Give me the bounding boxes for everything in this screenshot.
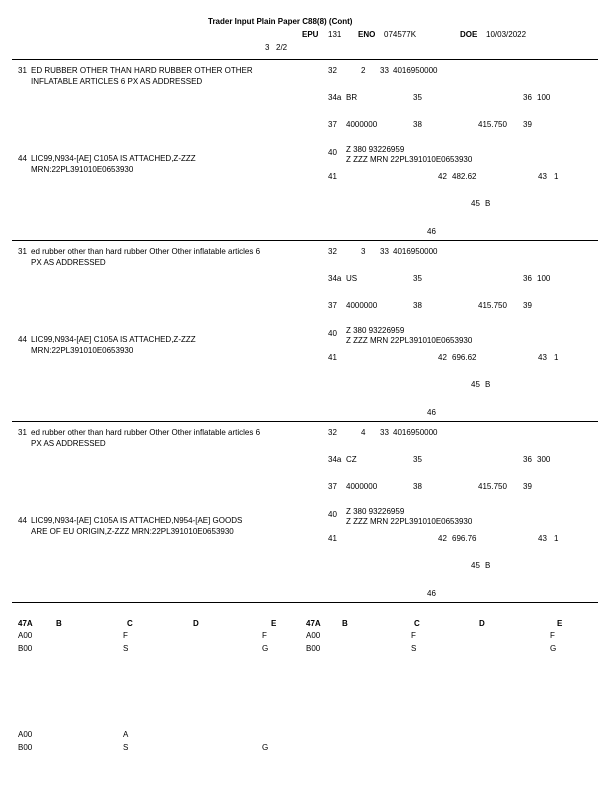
additional-info-line-2: ARE OF EU ORIGIN,Z-ZZZ MRN:22PL391010E0653930 [31, 527, 234, 536]
divider [12, 602, 598, 603]
box-47a-label: 47A [18, 619, 33, 628]
box-35-label: 35 [413, 93, 422, 102]
item-price: 696.76 [452, 534, 477, 543]
item-price: 482.62 [452, 172, 477, 181]
box-45-value: B [485, 199, 491, 208]
commodity-code: 4016950000 [393, 247, 438, 256]
box-37-label: 37 [328, 301, 337, 310]
box-40-label: 40 [328, 148, 337, 157]
procedure-code: 4000000 [346, 482, 378, 491]
doe-value: 10/03/2022 [486, 30, 527, 39]
box-37-label: 37 [328, 120, 337, 129]
box-38-label: 38 [413, 482, 422, 491]
item-price: 696.62 [452, 353, 477, 362]
net-mass: 415.750 [478, 301, 507, 310]
box-34a-label: 34a [328, 455, 342, 464]
country-of-origin: CZ [346, 455, 357, 464]
box-46-label: 46 [427, 227, 436, 236]
tax-column-c-header: C [414, 619, 420, 628]
tax-base: F [411, 631, 416, 640]
box-31-label: 31 [18, 428, 27, 437]
tax-mop: F [550, 631, 555, 640]
previous-document-line-2: Z ZZZ MRN 22PL391010E0653930 [346, 155, 473, 164]
box-37-label: 37 [328, 482, 337, 491]
country-of-origin: US [346, 274, 358, 283]
page-number: 3 [265, 43, 270, 52]
divider [12, 59, 598, 60]
item-number: 3 [361, 247, 366, 256]
box-39-label: 39 [523, 120, 532, 129]
box-45-value: B [485, 380, 491, 389]
box-42-label: 42 [438, 534, 447, 543]
box-43-value: 1 [554, 172, 559, 181]
box-43-label: 43 [538, 534, 547, 543]
box-41-label: 41 [328, 534, 337, 543]
box-45-label: 45 [471, 380, 480, 389]
box-43-label: 43 [538, 353, 547, 362]
procedure-code: 4000000 [346, 120, 378, 129]
tax-type: B00 [18, 743, 33, 752]
additional-info-line-1: LIC99,N934-[AE] C105A IS ATTACHED,Z-ZZZ [31, 335, 196, 344]
additional-info-line-1: LIC99,N934-[AE] C105A IS ATTACHED,N954-[AE] GOODS [31, 516, 243, 525]
country-of-origin: BR [346, 93, 358, 102]
commodity-code: 4016950000 [393, 428, 438, 437]
tax-base: S [123, 644, 129, 653]
tax-base: A [123, 730, 129, 739]
tax-type: A00 [18, 730, 33, 739]
description-line-2: PX AS ADDRESSED [31, 258, 106, 267]
page-of: 2/2 [276, 43, 288, 52]
box-36-label: 36 [523, 274, 532, 283]
box-40-label: 40 [328, 510, 337, 519]
epu-label: EPU [302, 30, 319, 39]
box-36-label: 36 [523, 455, 532, 464]
tax-column-b-header: B [56, 619, 62, 628]
box-41-label: 41 [328, 172, 337, 181]
net-mass: 415.750 [478, 482, 507, 491]
tax-column-d-header: D [479, 619, 485, 628]
procedure-code: 4000000 [346, 301, 378, 310]
previous-document-line-1: Z 380 93226959 [346, 326, 405, 335]
item-number: 4 [361, 428, 366, 437]
tax-type: B00 [18, 644, 33, 653]
tax-mop: F [262, 631, 267, 640]
additional-info-line-2: MRN:22PL391010E0653930 [31, 165, 134, 174]
tax-base: F [123, 631, 128, 640]
tax-mop: G [550, 644, 557, 653]
commodity-code: 4016950000 [393, 66, 438, 75]
box-44-label: 44 [18, 154, 27, 163]
epu-value: 131 [328, 30, 342, 39]
box-32-label: 32 [328, 66, 337, 75]
box-33-label: 33 [380, 428, 389, 437]
eno-label: ENO [358, 30, 376, 39]
box-42-label: 42 [438, 353, 447, 362]
box-31-label: 31 [18, 66, 27, 75]
net-mass: 415.750 [478, 120, 507, 129]
box-45-value: B [485, 561, 491, 570]
box-33-label: 33 [380, 66, 389, 75]
box-34a-label: 34a [328, 274, 342, 283]
box-36-value: 100 [537, 274, 551, 283]
description-line-1: ED RUBBER OTHER THAN HARD RUBBER OTHER OTHER [31, 66, 253, 75]
box-36-value: 100 [537, 93, 551, 102]
box-32-label: 32 [328, 247, 337, 256]
box-35-label: 35 [413, 455, 422, 464]
tax-mop: G [262, 644, 269, 653]
box-36-value: 300 [537, 455, 551, 464]
box-40-label: 40 [328, 329, 337, 338]
box-31-label: 31 [18, 247, 27, 256]
box-38-label: 38 [413, 120, 422, 129]
tax-column-d-header: D [193, 619, 199, 628]
divider [12, 421, 598, 422]
document-title: Trader Input Plain Paper C88(8) (Cont) [208, 17, 353, 26]
box-43-value: 1 [554, 353, 559, 362]
box-45-label: 45 [471, 199, 480, 208]
description-line-1: ed rubber other than hard rubber Other Other inflatable articles 6 [31, 428, 261, 437]
box-47a-label: 47A [306, 619, 321, 628]
tax-base: S [123, 743, 129, 752]
box-33-label: 33 [380, 247, 389, 256]
box-35-label: 35 [413, 274, 422, 283]
box-36-label: 36 [523, 93, 532, 102]
tax-column-e-header: E [557, 619, 563, 628]
previous-document-line-2: Z ZZZ MRN 22PL391010E0653930 [346, 517, 473, 526]
description-line-2: PX AS ADDRESSED [31, 439, 106, 448]
eno-value: 074577K [384, 30, 417, 39]
additional-info-line-1: LIC99,N934-[AE] C105A IS ATTACHED,Z-ZZZ [31, 154, 196, 163]
tax-column-b-header: B [342, 619, 348, 628]
description-line-1: ed rubber other than hard rubber Other Other inflatable articles 6 [31, 247, 261, 256]
box-44-label: 44 [18, 335, 27, 344]
item-number: 2 [361, 66, 366, 75]
box-34a-label: 34a [328, 93, 342, 102]
tax-mop: G [262, 743, 269, 752]
description-line-2: INFLATABLE ARTICLES 6 PX AS ADDRESSED [31, 77, 203, 86]
tax-column-c-header: C [127, 619, 133, 628]
previous-document-line-1: Z 380 93226959 [346, 145, 405, 154]
box-46-label: 46 [427, 408, 436, 417]
tax-base: S [411, 644, 417, 653]
divider [12, 240, 598, 241]
box-38-label: 38 [413, 301, 422, 310]
box-39-label: 39 [523, 301, 532, 310]
box-39-label: 39 [523, 482, 532, 491]
box-43-value: 1 [554, 534, 559, 543]
tax-type: B00 [306, 644, 321, 653]
box-41-label: 41 [328, 353, 337, 362]
box-46-label: 46 [427, 589, 436, 598]
tax-type: A00 [306, 631, 321, 640]
box-42-label: 42 [438, 172, 447, 181]
previous-document-line-1: Z 380 93226959 [346, 507, 405, 516]
previous-document-line-2: Z ZZZ MRN 22PL391010E0653930 [346, 336, 473, 345]
tax-column-e-header: E [271, 619, 277, 628]
box-45-label: 45 [471, 561, 480, 570]
box-43-label: 43 [538, 172, 547, 181]
box-44-label: 44 [18, 516, 27, 525]
box-32-label: 32 [328, 428, 337, 437]
additional-info-line-2: MRN:22PL391010E0653930 [31, 346, 134, 355]
tax-type: A00 [18, 631, 33, 640]
doe-label: DOE [460, 30, 478, 39]
